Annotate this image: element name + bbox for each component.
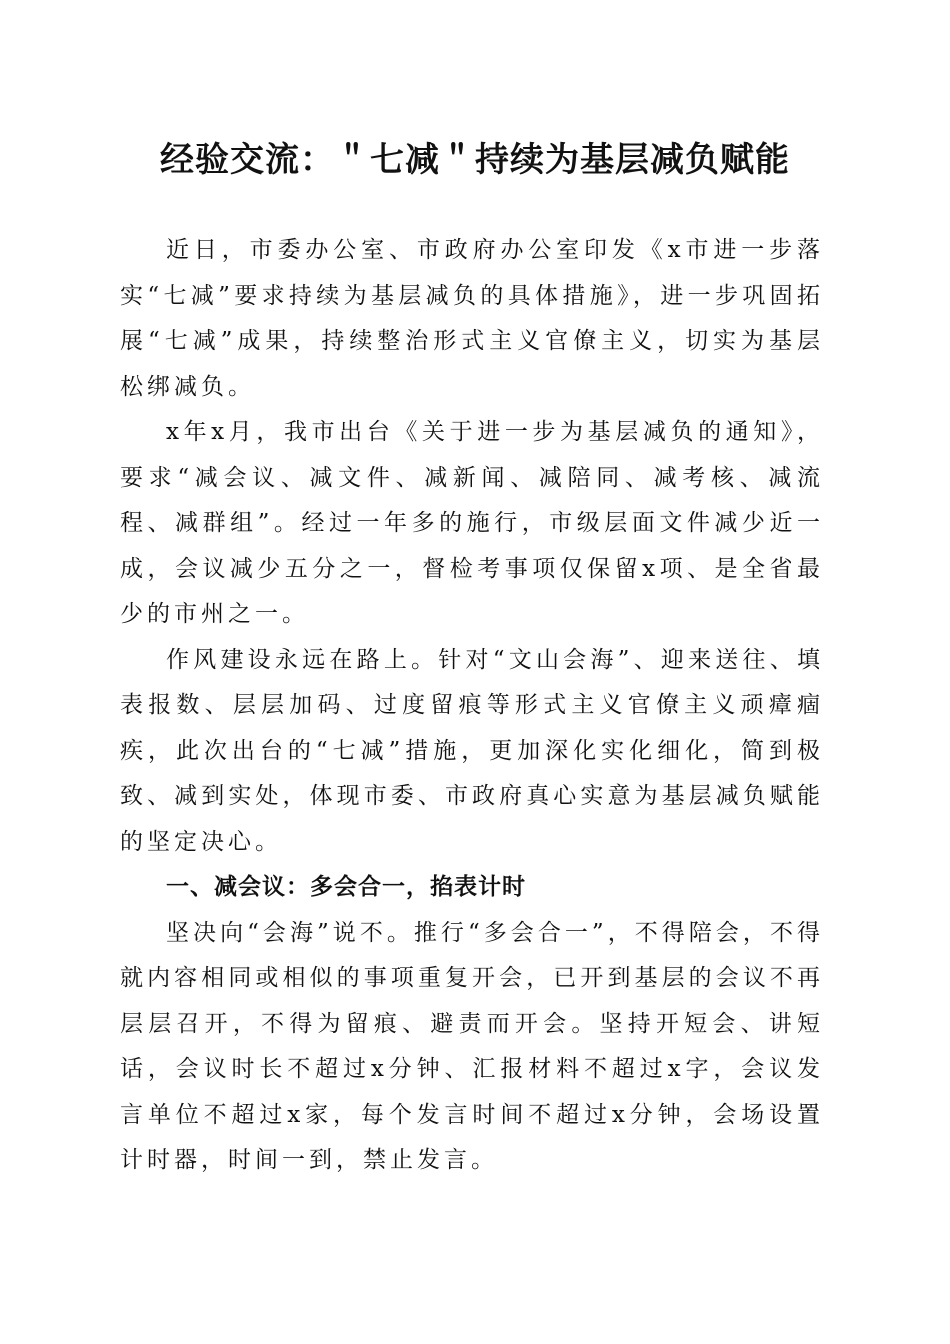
- paragraph-background: x年x月，我市出台《关于进一步为基层减负的通知》，要求“减会议、减文件、减新闻、减陪同、减考核、减流程、减群组”。经过一年多的施行，市级层面文件减少近一成，会议减少五分之一，督检考事项仅保留x项、是全省最少的市州之一。: [120, 419, 824, 627]
- paragraph-section-body: 坚决向“会海”说不。推行“多会合一”，不得陪会，不得就内容相同或相似的事项重复开会，已开到基层的会议不再层层召开，不得为留痕、避责而开会。坚持开短会、讲短话，会议时长不超过x分钟、汇报材料不超过x字，会议发言单位不超过x家，每个发言时间不超过x分钟，会场设置计时器，时间一到，禁止发言。: [120, 919, 824, 1173]
- document-body: [120, 228, 824, 1184]
- paragraph-purpose: 作风建设永远在路上。针对“文山会海”、迎来送往、填表报数、层层加码、过度留痕等形式主义官僚主义顽瘴痼疾，此次出台的“七减”措施，更加深化实化细化，简到极致、减到实处，体现市委、市政府真心实意为基层减负赋能的坚定决心。: [120, 646, 824, 855]
- document-title: 经验交流：＂七减＂持续为基层减负赋能: [160, 140, 790, 180]
- section-heading: 一、减会议：多会合一，掐表计时: [166, 874, 526, 900]
- paragraph-intro: 近日，市委办公室、市政府办公室印发《x市进一步落实“七减”要求持续为基层减负的具体措施》，进一步巩固拓展“七减”成果，持续整治形式主义官僚主义，切实为基层松绑减负。: [120, 237, 824, 400]
